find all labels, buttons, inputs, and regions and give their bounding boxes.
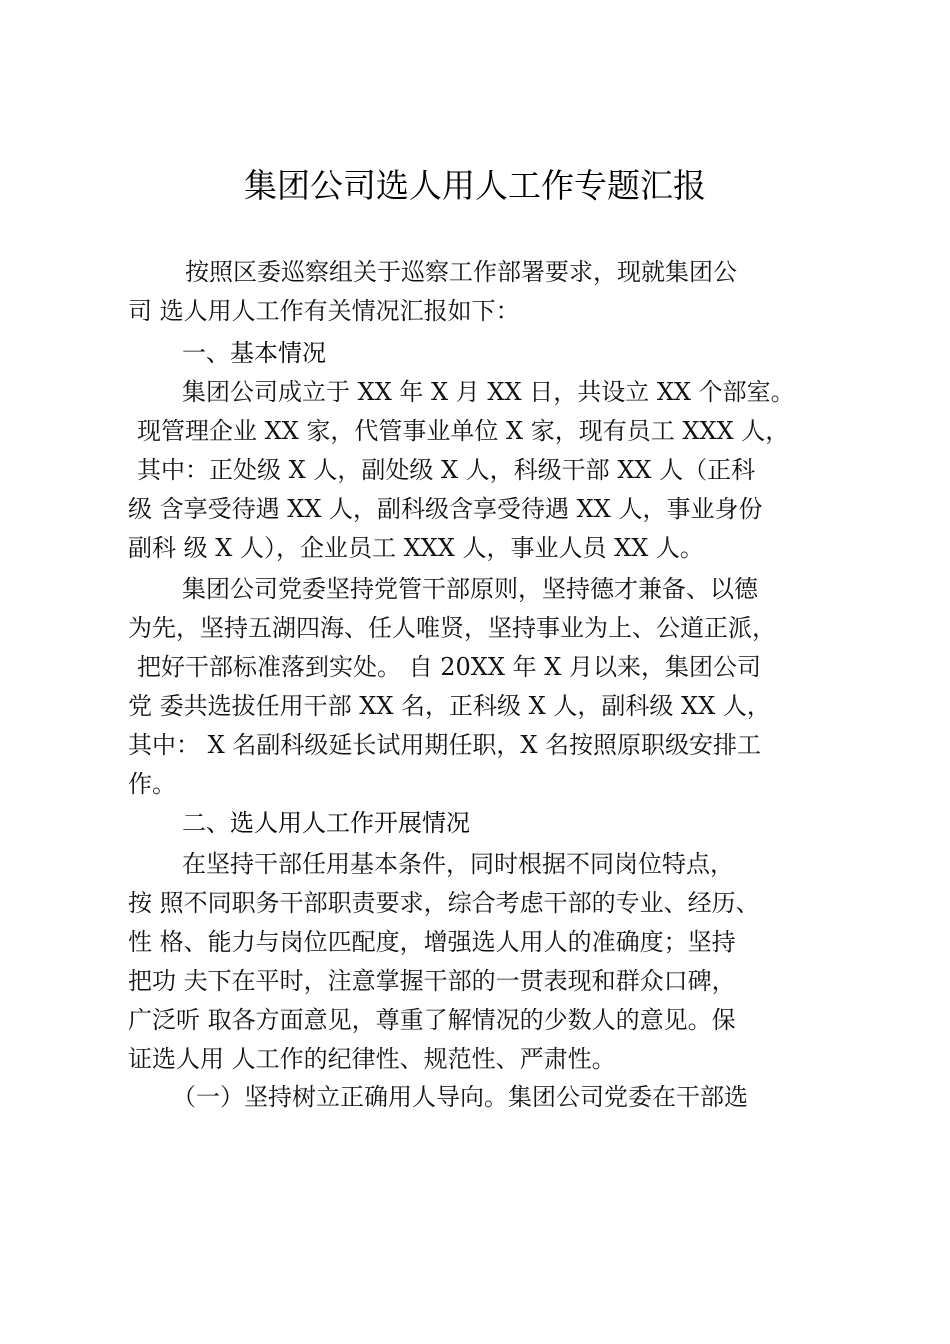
paragraph-line: 按 照不同职务干部职责要求，综合考虑干部的专业、经历、 [128, 889, 760, 917]
paragraph-line: 集团公司党委坚持党管干部原则，坚持德才兼备、以德 [182, 575, 758, 603]
paragraph-line: 把好干部标准落到实处。 自 20XX 年 X 月以来，集团公司 [137, 653, 761, 681]
paragraph-line: 证选人用 人工作的纪律性、规范性、严肃性。 [128, 1045, 616, 1073]
paragraph-line: 作。 [128, 770, 176, 798]
paragraph-line: 其中： X 名副科级延长试用期任职，X 名按照原职级安排工 [128, 731, 762, 759]
paragraph-line: 司 选人用人工作有关情况汇报如下： [128, 297, 520, 325]
section-heading: 一、基本情况 [182, 339, 326, 367]
paragraph-line: 把功 夫下在平时，注意掌握干部的一贯表现和群众口碑， [128, 967, 736, 995]
paragraph-line: 党 委共选拔任用干部 XX 名，正科级 X 人，副科级 XX 人， [128, 692, 771, 720]
document-title: 集团公司选人用人工作专题汇报 [244, 166, 706, 205]
paragraph-line: 性 格、能力与岗位匹配度，增强选人用人的准确度；坚持 [128, 928, 736, 956]
paragraph-line: 在坚持干部任用基本条件，同时根据不同岗位特点， [182, 850, 734, 878]
section-heading: 二、选人用人工作开展情况 [182, 809, 470, 837]
paragraph-line: （一）坚持树立正确用人导向。集团公司党委在干部选 [172, 1083, 748, 1111]
paragraph-line: 其中：正处级 X 人，副处级 X 人，科级干部 XX 人（正科 [137, 456, 756, 484]
paragraph-line: 为先，坚持五湖四海、任人唯贤，坚持事业为上、公道正派， [128, 614, 776, 642]
paragraph-line: 按照区委巡察组关于巡察工作部署要求，现就集团公 [185, 258, 737, 286]
paragraph-line: 广泛听 取各方面意见，尊重了解情况的少数人的意见。保 [128, 1006, 736, 1034]
paragraph-line: 副科 级 X 人），企业员工 XXX 人，事业人员 XX 人。 [128, 534, 704, 562]
paragraph-line: 集团公司成立于 XX 年 X 月 XX 日，共设立 XX 个部室。 [182, 378, 795, 406]
paragraph-line: 级 含享受待遇 XX 人，副科级含享受待遇 XX 人，事业身份 [128, 495, 763, 523]
paragraph-line: 现管理企业 XX 家，代管事业单位 X 家，现有员工 XXX 人， [137, 417, 790, 445]
